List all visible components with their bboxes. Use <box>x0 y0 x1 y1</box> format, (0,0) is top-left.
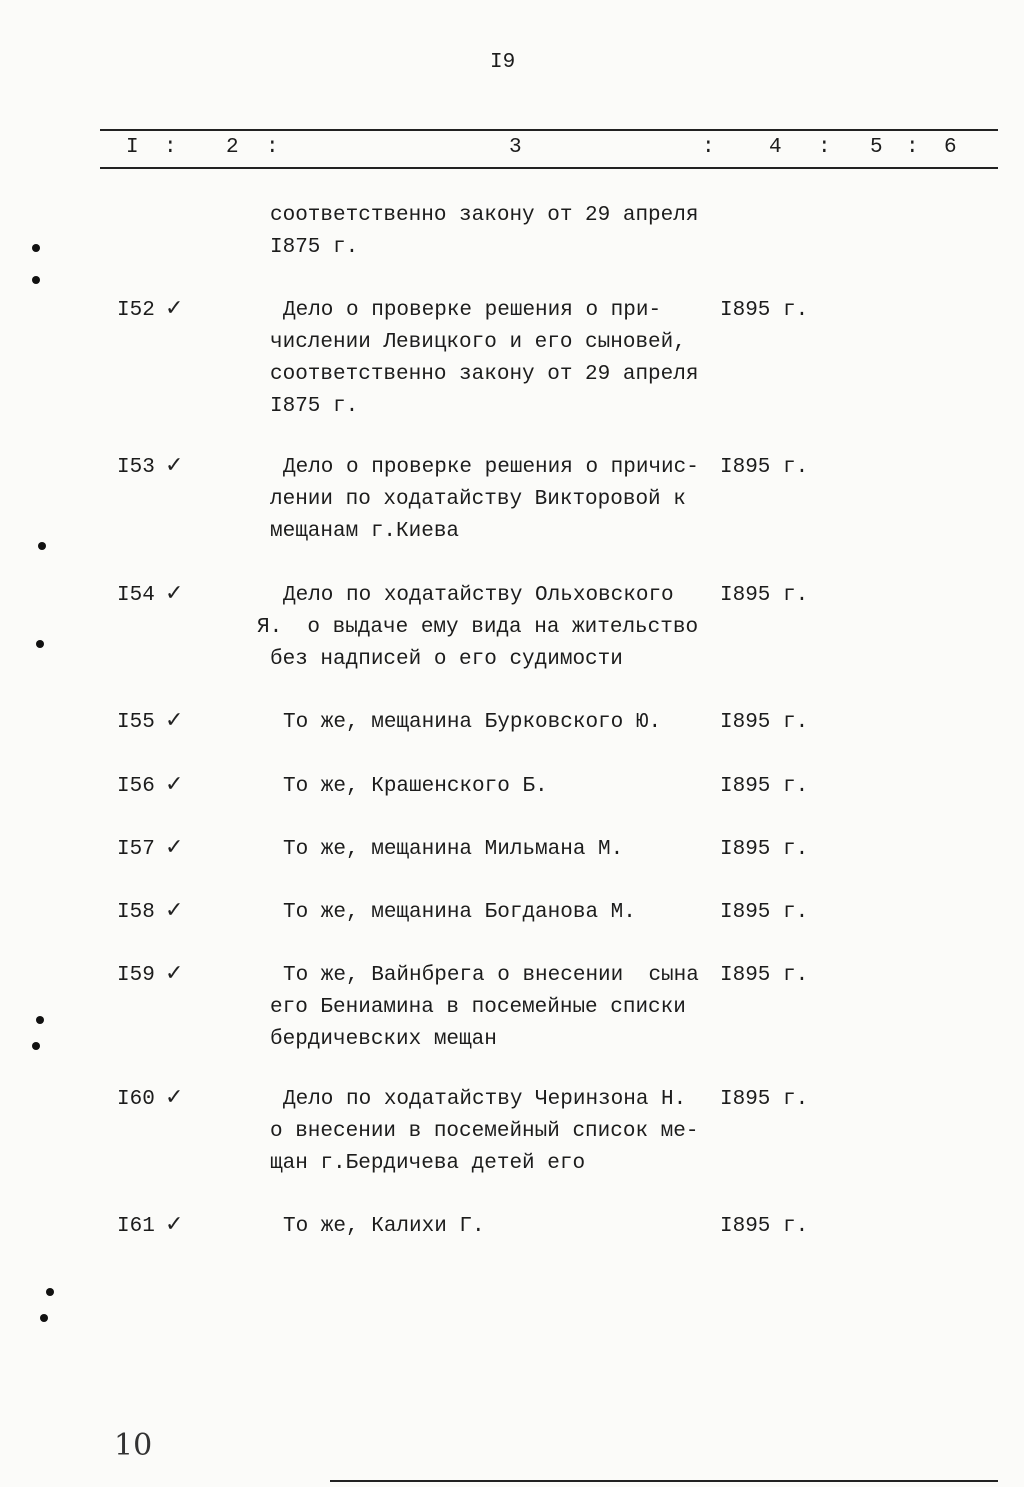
description-line: числении Левицкого и его сыновей, <box>270 331 686 354</box>
column-header-label: 2 <box>226 136 239 159</box>
hole-punch-mark <box>46 1288 54 1296</box>
check-mark-icon: ✓ <box>165 961 184 986</box>
entry-number: I55 <box>117 711 155 734</box>
description-line: То же, Крашенского Б. <box>283 775 548 798</box>
description-line: Дело по ходатайству Черинзона Н. <box>283 1088 687 1111</box>
check-mark-icon: ✓ <box>165 581 184 606</box>
column-header-label: 6 <box>944 136 957 159</box>
entry-year: I895 г. <box>720 964 809 987</box>
column-header-label: 4 <box>769 136 782 159</box>
entry-number: I59 <box>117 964 155 987</box>
hole-punch-mark <box>40 1314 48 1322</box>
bottom-rule <box>330 1480 998 1482</box>
hole-punch-mark <box>36 1016 44 1024</box>
column-header-label: 3 <box>509 136 522 159</box>
entry-number: I61 <box>117 1215 155 1238</box>
entry-number: I56 <box>117 775 155 798</box>
description-line: соответственно закону от 29 апреля <box>270 204 699 227</box>
column-separator: : <box>906 136 919 159</box>
header-bottom-rule <box>100 167 998 169</box>
description-line: I875 г. <box>270 395 359 418</box>
column-separator: : <box>818 136 831 159</box>
check-mark-icon: ✓ <box>165 296 184 321</box>
hole-punch-mark <box>32 244 40 252</box>
entry-number: I58 <box>117 901 155 924</box>
column-separator: : <box>266 136 279 159</box>
description-line: То же, мещанина Богданова М. <box>283 901 636 924</box>
check-mark-icon: ✓ <box>165 1085 184 1110</box>
entry-year: I895 г. <box>720 1088 809 1111</box>
check-mark-icon: ✓ <box>165 772 184 797</box>
entry-number: I52 <box>117 299 155 322</box>
check-mark-icon: ✓ <box>165 835 184 860</box>
entry-number: I57 <box>117 838 155 861</box>
page-number: I9 <box>490 51 516 74</box>
description-line: Дело по ходатайству Ольховского <box>283 584 674 607</box>
description-line: соответственно закону от 29 апреля <box>270 363 699 386</box>
description-line: лении по ходатайству Викторовой к <box>270 488 686 511</box>
description-line: То же, Калихи Г. <box>283 1215 485 1238</box>
check-mark-icon: ✓ <box>165 898 184 923</box>
column-header-label: 5 <box>870 136 883 159</box>
description-line: Я. о выдаче ему вида на жительство <box>257 616 699 639</box>
description-line: бердичевских мещан <box>270 1028 497 1051</box>
entry-number: I53 <box>117 456 155 479</box>
column-separator: : <box>702 136 715 159</box>
description-line: его Бениамина в посемейные списки <box>270 996 686 1019</box>
entry-year: I895 г. <box>720 711 809 734</box>
description-line: Дело о проверке решения о при- <box>283 299 662 322</box>
hole-punch-mark <box>32 276 40 284</box>
entry-year: I895 г. <box>720 775 809 798</box>
check-mark-icon: ✓ <box>165 708 184 733</box>
description-line: о внесении в посемейный список ме- <box>270 1120 699 1143</box>
description-line: То же, мещанина Бурковского Ю. <box>283 711 662 734</box>
entry-number: I60 <box>117 1088 155 1111</box>
column-header-label: I <box>126 136 139 159</box>
entry-year: I895 г. <box>720 456 809 479</box>
description-line: щан г.Бердичева детей его <box>270 1152 586 1175</box>
entry-year: I895 г. <box>720 838 809 861</box>
description-line: мещанам г.Киева <box>270 520 460 543</box>
description-line: I875 г. <box>270 236 359 259</box>
header-top-rule <box>100 129 998 131</box>
hole-punch-mark <box>38 542 46 550</box>
entry-number: I54 <box>117 584 155 607</box>
description-line: Дело о проверке решения о причис- <box>283 456 699 479</box>
hole-punch-mark <box>36 640 44 648</box>
description-line: То же, Вайнбрега о внесении сына <box>283 964 699 987</box>
entry-year: I895 г. <box>720 901 809 924</box>
description-line: То же, мещанина Мильмана М. <box>283 838 624 861</box>
entry-year: I895 г. <box>720 584 809 607</box>
description-line: без надписей о его судимости <box>270 648 623 671</box>
entry-year: I895 г. <box>720 299 809 322</box>
column-separator: : <box>164 136 177 159</box>
check-mark-icon: ✓ <box>165 453 184 478</box>
check-mark-icon: ✓ <box>165 1212 184 1237</box>
entry-year: I895 г. <box>720 1215 809 1238</box>
handwritten-sheet-number: 10 <box>114 1428 153 1463</box>
hole-punch-mark <box>32 1042 40 1050</box>
